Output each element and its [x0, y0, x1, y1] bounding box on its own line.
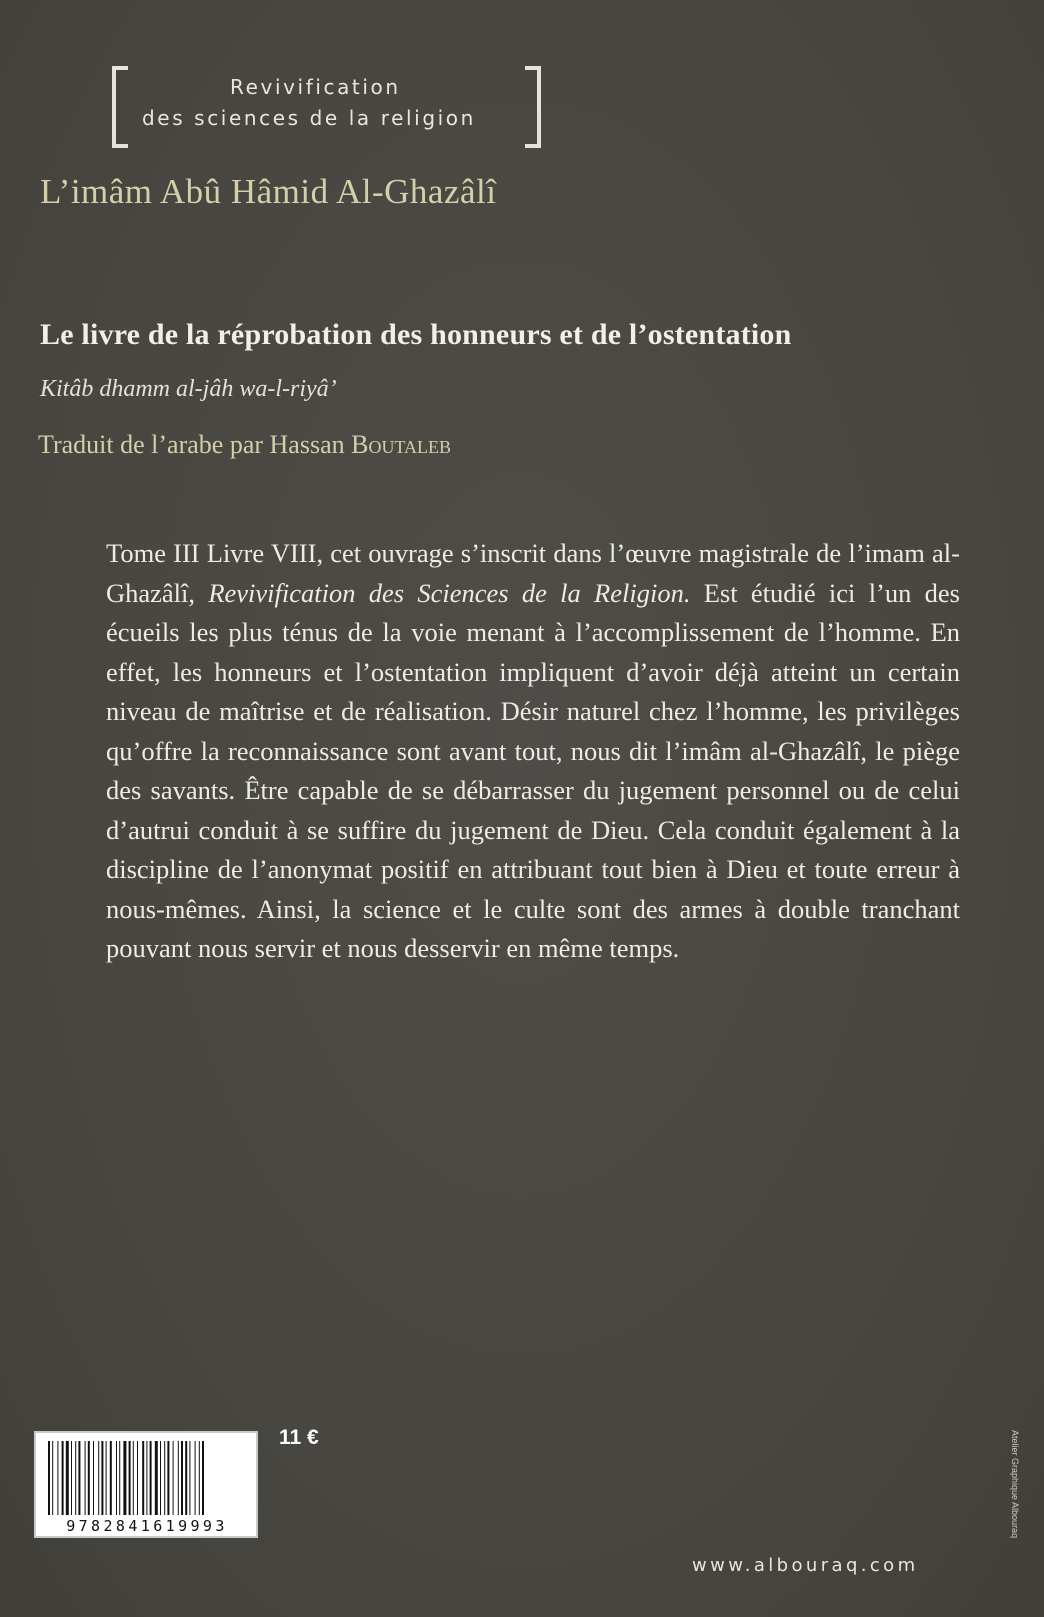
barcode-bar	[57, 1441, 58, 1515]
barcode-bar	[133, 1441, 134, 1515]
isbn-barcode	[34, 1431, 258, 1538]
barcode-bar	[85, 1441, 86, 1515]
series-label	[112, 66, 542, 146]
barcode-bar	[146, 1441, 147, 1515]
barcode-bar	[199, 1441, 200, 1515]
barcode-bar	[71, 1441, 72, 1515]
barcode-bar	[181, 1441, 183, 1515]
translator-surname: Boutaleb	[351, 430, 451, 459]
barcode-bar	[164, 1441, 165, 1515]
barcode-bar	[98, 1441, 99, 1515]
barcode-bar	[75, 1441, 76, 1515]
barcode-bars	[46, 1441, 250, 1515]
barcode-bar	[129, 1441, 131, 1515]
description-part-2: Est étudié ici l’un des écueils les plus ténus de la voie menant à l’accomplissement de l’homme. En effet, les honneurs et l’ostentation impliquent d’avoir déjà atteint un certain niveau de maîtrise et de réalisation. Désir naturel chez l’homme, les privilèges qu’offre la reconnaissance sont avant tout, nous dit l’imâm al-Ghazâlî, le piège des savants. Être capable de se débarrasser du jugement personnel ou de celui d’autrui conduit à se suffire du jugement de Dieu. Cela conduit également à la discipline de l’anonymat positif en attribuant tout bien à Dieu et toute erreur à nous-mêmes. Ainsi, la science et le culte sont des armes à double tranchant pouvant nous servir et nous desservir en même temps.	[106, 577, 960, 963]
barcode-bar	[173, 1441, 174, 1515]
barcode-bar	[93, 1441, 94, 1515]
barcode-bar	[202, 1441, 204, 1515]
barcode-bar	[48, 1441, 50, 1515]
barcode-bar	[78, 1441, 80, 1515]
translator-prefix: Traduit de l’arabe par Hassan	[38, 430, 352, 459]
barcode-bar	[142, 1441, 144, 1515]
left-bracket	[112, 66, 128, 148]
barcode-bar	[137, 1441, 138, 1515]
barcode-bar	[189, 1441, 190, 1515]
barcode-bar	[167, 1441, 169, 1515]
series-line-1: Revivification	[230, 75, 401, 99]
barcode-bar	[155, 1441, 158, 1515]
barcode-bar	[101, 1441, 103, 1515]
translator-credit	[38, 430, 451, 460]
barcode-bar	[116, 1441, 117, 1515]
barcode-bar	[52, 1441, 53, 1515]
barcode-bar	[110, 1441, 112, 1515]
series-title	[142, 72, 522, 134]
price-label: 11 €	[279, 1426, 319, 1449]
barcode-bar	[185, 1441, 187, 1515]
isbn-number: 9782841619993	[66, 1517, 228, 1535]
barcode-bar	[150, 1441, 152, 1515]
book-description	[106, 534, 960, 969]
barcode-bar	[66, 1441, 69, 1515]
barcode-bar	[160, 1441, 161, 1515]
description-series-italic: Revivification des Sciences de la Religion.	[208, 577, 691, 608]
barcode-bar	[178, 1441, 179, 1515]
series-line-2: des sciences de la religion	[142, 106, 476, 130]
barcode-bar	[195, 1441, 196, 1515]
arabic-transliterated-title: Kitâb dhamm al-jâh wa-l-riyâ’	[40, 376, 337, 402]
right-bracket	[525, 66, 541, 148]
barcode-bar	[88, 1441, 90, 1515]
author-name: L’imâm Abû Hâmid Al-Ghazâlî	[40, 172, 497, 211]
barcode-bar	[106, 1441, 107, 1515]
barcode-bar	[123, 1441, 126, 1515]
book-title: Le livre de la réprobation des honneurs et de l’ostentation	[40, 318, 792, 351]
publisher-website[interactable]: www.albouraq.com	[692, 1555, 919, 1576]
barcode-bar	[119, 1441, 120, 1515]
barcode-bar	[62, 1441, 64, 1515]
design-credit: Atelier Graphique Albouraq	[1010, 1430, 1020, 1539]
description-part-1: Tome III Livre VIII, cet ouvrage s’inscrit dans l’œuvre magistrale de l’imam al-Ghazâlî,	[106, 538, 960, 608]
